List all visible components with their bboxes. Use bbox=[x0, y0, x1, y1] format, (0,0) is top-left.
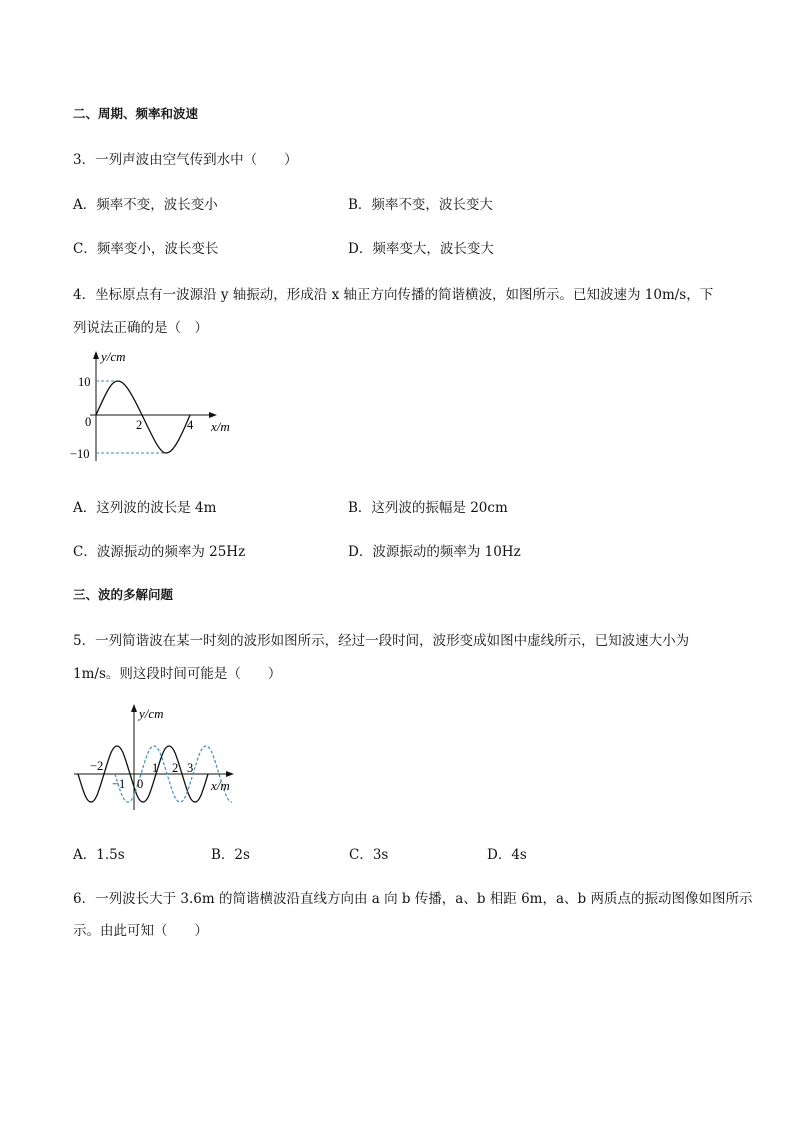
q5-option-a: A．1.5s bbox=[73, 847, 125, 863]
q5-tick-0: 0 bbox=[137, 777, 144, 791]
q5-tick-3: 3 bbox=[187, 761, 194, 775]
q5-tick-2: 2 bbox=[172, 761, 179, 775]
q4-x-axis-arrow bbox=[209, 412, 217, 418]
question-6-stem-line2: 示。由此可知（ ） bbox=[73, 923, 208, 939]
q4-tick-4: 4 bbox=[187, 418, 194, 432]
q5-tick-1: 1 bbox=[152, 761, 159, 775]
q5-option-b: B．2s bbox=[211, 847, 250, 863]
q5-wave-figure bbox=[70, 700, 250, 812]
section-heading-3: 三、波的多解问题 bbox=[73, 587, 174, 602]
q4-y-label: y/cm bbox=[101, 349, 126, 364]
q4-wave-figure bbox=[60, 348, 240, 470]
q5-option-d: D．4s bbox=[487, 847, 527, 863]
q5-tick-neg1: −1 bbox=[112, 777, 126, 791]
section-heading-2: 二、周期、频率和波速 bbox=[73, 106, 199, 121]
q4-tick-10: 10 bbox=[78, 375, 91, 389]
q4-option-d: D．波源振动的频率为 10Hz bbox=[348, 544, 521, 560]
q4-option-c: C．波源振动的频率为 25Hz bbox=[73, 544, 246, 560]
question-4-stem-line2: 列说法正确的是（ ） bbox=[73, 320, 208, 336]
q5-option-c: C．3s bbox=[349, 847, 389, 863]
q3-option-a: A．频率不变，波长变小 bbox=[73, 197, 218, 213]
q3-option-b: B．频率不变，波长变大 bbox=[348, 197, 493, 213]
q4-wave-curve bbox=[96, 381, 190, 453]
question-5-stem-line2: 1m/s。则这段时间可能是（ ） bbox=[73, 666, 282, 682]
q5-x-axis-arrow bbox=[226, 771, 234, 777]
q4-y-axis-arrow bbox=[93, 351, 99, 359]
q5-tick-neg2: −2 bbox=[90, 759, 104, 773]
q4-tick-neg10: −10 bbox=[70, 447, 90, 461]
question-6-stem-line1: 6．一列波长大于 3.6m 的简谐横波沿直线方向由 a 向 b 传播，a、b 相距 6m，a、b 两质点的振动图像如图所示 bbox=[73, 891, 753, 907]
q4-option-b: B．这列波的振幅是 20cm bbox=[348, 500, 508, 516]
q5-y-axis-arrow bbox=[131, 704, 137, 712]
q3-option-d: D．频率变大，波长变大 bbox=[348, 241, 494, 257]
question-4-stem-line1: 4．坐标原点有一波源沿 y 轴振动，形成沿 x 轴正方向传播的简谐横波，如图所示。已知波速为 10m/s，下 bbox=[73, 287, 714, 303]
q4-option-a: A．这列波的波长是 4m bbox=[73, 500, 217, 516]
q4-tick-2: 2 bbox=[136, 418, 143, 432]
q5-x-label: x/m bbox=[211, 778, 230, 793]
q3-option-c: C．频率变小，波长变长 bbox=[73, 241, 219, 257]
q4-x-label: x/m bbox=[211, 419, 230, 434]
q4-tick-0: 0 bbox=[85, 415, 92, 429]
question-3-stem: 3．一列声波由空气传到水中（ ） bbox=[73, 152, 298, 168]
q5-y-label: y/cm bbox=[139, 706, 164, 721]
question-5-stem-line1: 5．一列简谐波在某一时刻的波形如图所示，经过一段时间，波形变成如图中虚线所示，已知波速大小为 bbox=[73, 633, 690, 649]
